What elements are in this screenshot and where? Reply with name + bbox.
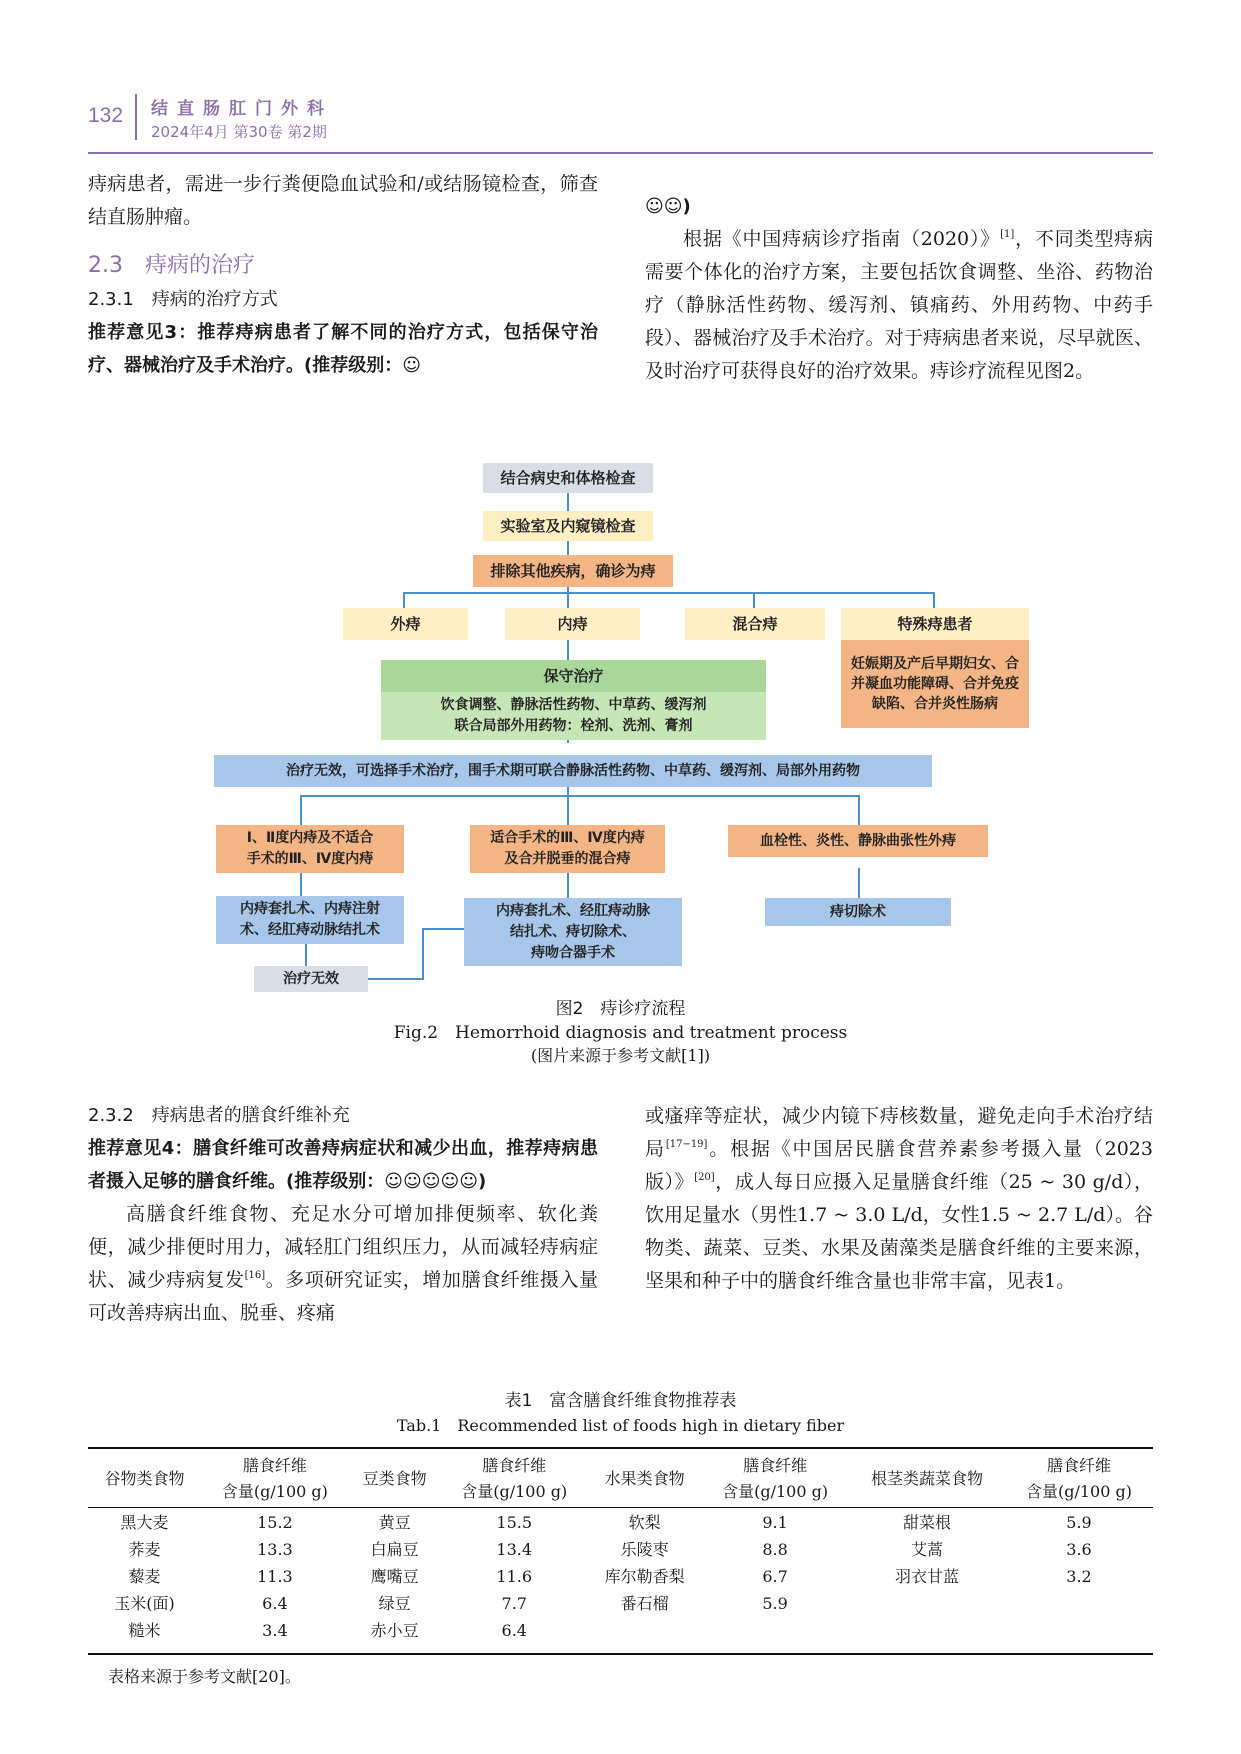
connector-line [300, 795, 302, 825]
box-option-3: 血栓性、炎性、静脉曲张性外痔 [728, 825, 988, 857]
box-option-2: 适合手术的Ⅲ、Ⅳ度内痔 及合并脱垂的混合痔 [470, 825, 665, 873]
table-cell: 白扁豆 [370, 1539, 419, 1559]
subsection-heading: 2.3.1 痔病的治疗方式 [88, 289, 278, 310]
connector-line [753, 592, 755, 608]
page-number: 132 [88, 104, 124, 127]
table-cell: 7.7 [501, 1593, 527, 1613]
journal-title: 结直肠肛门外科 [151, 99, 333, 119]
recommendation-3: 推荐意见3：推荐痔病患者了解不同的治疗方式，包括保守治疗、器械治疗及手术治疗。(推荐级别：☺ [88, 322, 598, 376]
table-cell: 鹰嘴豆 [370, 1566, 419, 1586]
table-cell: 糙米 [128, 1620, 161, 1640]
connector-line [858, 795, 860, 825]
table-cell: 8.8 [762, 1539, 788, 1559]
box-procedure-1: 内痔套扎术、内痔注射 术、经肛痔动脉结扎术 [216, 896, 404, 944]
table-cell: 15.5 [496, 1512, 533, 1532]
box-diagnosis: 排除其他疾病，确诊为痔 [473, 555, 673, 587]
table-cell [1005, 1617, 1153, 1644]
box-history-exam: 结合病史和体格检查 [483, 463, 653, 493]
table-cell: 黄豆 [378, 1512, 411, 1532]
table-cell: 6.4 [262, 1593, 288, 1613]
fiber-table [88, 1449, 1153, 1644]
table-cell [701, 1617, 849, 1644]
connector-line [300, 795, 860, 797]
table-bottom-rule [88, 1653, 1153, 1655]
table-header-cell: 膳食纤维 含量(g/100 g) [221, 1456, 328, 1501]
connector-line [933, 592, 935, 608]
table-row [88, 1563, 1153, 1590]
table-header-cell: 膳食纤维 含量(g/100 g) [461, 1456, 568, 1501]
table-cell [588, 1617, 701, 1644]
recommendation-4: 推荐意见4：膳食纤维可改善痔病症状和减少出血，推荐痔病患者摄入足够的膳食纤维。(推荐级别：☺☺☺☺☺) [88, 1138, 598, 1192]
left-column-bottom [88, 1100, 598, 1330]
figure-source: (图片来源于参考文献[1]) [530, 1046, 711, 1065]
box-option-1: Ⅰ、Ⅱ度内痔及不适合 手术的Ⅲ、Ⅳ度内痔 [216, 825, 404, 873]
citation: [1] [1000, 229, 1015, 240]
table-cell: 赤小豆 [370, 1620, 419, 1640]
table-cell: 艾蒿 [911, 1539, 944, 1559]
box-treatment-failure: 治疗无效，可选择手术治疗，围手术期可联合静脉活性药物、中草药、缓泻剂、局部外用药物 [214, 755, 932, 787]
table-cell: 13.4 [496, 1539, 533, 1559]
table-cell [849, 1590, 1005, 1617]
table-row [88, 1509, 1153, 1536]
subsection-heading: 2.3.2 痔病患者的膳食纤维补充 [88, 1105, 350, 1126]
connector-line [422, 928, 464, 930]
connector-line [403, 592, 405, 608]
table-caption-en: Tab.1 Recommended list of foods high in dietary fiber [396, 1416, 845, 1435]
figure-caption-cn: 图2 痔诊疗流程 [555, 999, 686, 1019]
table-header-cell: 谷物类食物 [104, 1469, 185, 1488]
table-cell: 13.3 [257, 1539, 293, 1559]
table-cell: 荞麦 [128, 1539, 161, 1559]
table-cell: 3.2 [1066, 1566, 1092, 1586]
table-cell: 黑大麦 [120, 1512, 169, 1532]
paragraph: 根据《中国痔病诊疗指南（2020）》[1]，不同类型痔病需要个体化的治疗方案，主要包括饮食调整、坐浴、药物治疗（静脉活性药物、缓泻剂、镇痛药、外用药物、中药手段）、器械治疗及手术治疗。对于痔病患者来说，尽早就医、及时治疗可获得良好的治疗效果。痔诊疗流程见图2。 [645, 228, 1153, 382]
table-header-cell: 豆类食物 [362, 1469, 427, 1488]
journal-issue: 2024年4月 第30卷 第2期 [151, 123, 327, 141]
box-conservative-title: 保守治疗 [381, 660, 766, 692]
table-cell: 11.3 [257, 1566, 293, 1586]
citation: [20] [694, 1172, 715, 1183]
box-procedure-3: 痔切除术 [765, 898, 951, 926]
box-mixed: 混合痔 [685, 608, 825, 640]
box-external: 外痔 [343, 608, 468, 640]
table-cell: 甜菜根 [903, 1512, 952, 1532]
box-internal: 内痔 [505, 608, 640, 640]
table-cell: 3.4 [262, 1620, 288, 1640]
table-cell: 6.4 [501, 1620, 527, 1640]
table-cell: 3.6 [1066, 1539, 1092, 1559]
box-procedure-2: 内痔套扎术、经肛痔动脉 结扎术、痔切除术、 痔吻合器手术 [464, 898, 682, 966]
table-cell: 库尔勒香梨 [604, 1566, 685, 1586]
table-header-cell: 水果类食物 [604, 1469, 685, 1488]
paragraph: 高膳食纤维食物、充足水分可增加排便频率、软化粪便，减少排便时用力，减轻肛门组织压力，从而减轻痔病症状、减少痔病复发[16]。多项研究证实，增加膳食纤维摄入量可改善痔病出血、脱垂、疼痛 [88, 1203, 598, 1324]
table-cell [849, 1617, 1005, 1644]
table-header-cell: 根茎类蔬菜食物 [871, 1469, 984, 1488]
table-cell: 乐陵枣 [620, 1539, 669, 1559]
connector-line [858, 868, 860, 898]
table-row [88, 1590, 1153, 1617]
right-column-bottom [645, 1100, 1153, 1298]
box-conservative-desc: 饮食调整、静脉活性药物、中草药、缓泻剂 联合局部外用药物：栓剂、洗剂、膏剂 [381, 692, 766, 740]
table-cell: 5.9 [762, 1593, 788, 1613]
table-cell: 软梨 [628, 1512, 661, 1532]
connector-line [422, 928, 424, 980]
table-cell: 9.1 [762, 1512, 788, 1532]
header-rule [88, 152, 1153, 154]
table-cell: 玉米(面) [114, 1593, 175, 1613]
table-cell: 15.2 [257, 1512, 293, 1532]
citation: [16] [244, 1270, 266, 1281]
table-note: 表格来源于参考文献[20]。 [108, 1667, 301, 1686]
table-header-cell: 膳食纤维 含量(g/100 g) [722, 1456, 829, 1501]
table-header-row [88, 1449, 1153, 1509]
connector-line [567, 873, 569, 898]
connector-line [403, 592, 935, 594]
table-cell: 番石榴 [620, 1593, 669, 1613]
citation: [17−19] [665, 1139, 708, 1150]
paragraph: 或瘙痒等症状，减少内镜下痔核数量，避免走向手术治疗结局[17−19]。根据《中国居民膳食营养素参考摄入量（2023版）》[20]，成人每日应摄入足量膳食纤维（25 ~ 30 g/d），饮用足量水（男性1.7 ~ 3.0 L/d，女性1.5 ~ 2.7 L/d）。谷物类、蔬菜、豆类、水果及菌藻类是膳食纤维的主要来源，坚果和种子中的膳食纤维含量也非常丰富，见表1。 [645, 1105, 1153, 1292]
box-ineffective: 治疗无效 [254, 966, 368, 992]
figure-caption-en: Fig.2 Hemorrhoid diagnosis and treatment process [393, 1023, 848, 1043]
section-heading: 2.3 痔病的治疗 [88, 253, 255, 278]
table-cell: 11.6 [496, 1566, 533, 1586]
paragraph: 痔病患者，需进一步行粪便隐血试验和/或结肠镜检查，筛查结直肠肿瘤。 [88, 173, 598, 228]
table-row [88, 1536, 1153, 1563]
box-lab-endoscopy: 实验室及内窥镜检查 [483, 511, 653, 541]
table-header-cell: 膳食纤维 含量(g/100 g) [1026, 1456, 1132, 1501]
table-cell: 羽衣甘蓝 [895, 1566, 960, 1586]
connector-line [305, 943, 307, 968]
table-row [88, 1617, 1153, 1644]
table-cell: 藜麦 [128, 1566, 161, 1586]
table-cell: 5.9 [1066, 1512, 1092, 1532]
table-cell: 绿豆 [378, 1593, 411, 1613]
left-column-top [88, 168, 598, 382]
recommendation-3-cont: ☺☺) [645, 196, 691, 217]
box-special-desc: 妊娠期及产后早期妇女、合并凝血功能障碍、合并免疫缺陷、合并炎性肠病 [841, 640, 1029, 728]
table-caption-cn: 表1 富含膳食纤维食物推荐表 [504, 1391, 737, 1411]
connector-line [368, 978, 424, 980]
header-divider [135, 94, 137, 140]
table-cell: 6.7 [762, 1566, 788, 1586]
right-column-top [645, 190, 1153, 388]
table-cell [1005, 1590, 1153, 1617]
box-special-patients: 特殊痔患者 [841, 608, 1029, 640]
